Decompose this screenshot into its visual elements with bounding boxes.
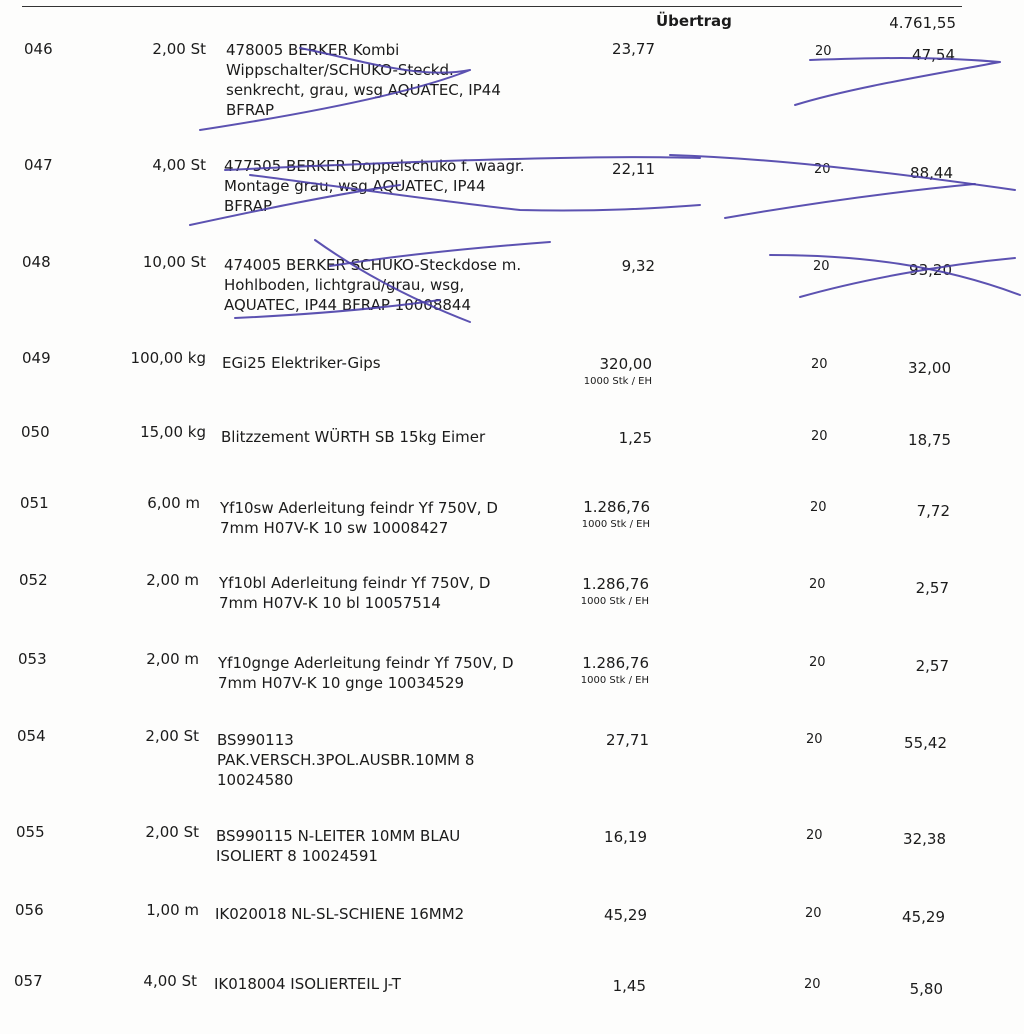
line-item-total: 93,20 bbox=[909, 261, 952, 279]
line-item-price-value: 1.286,76 bbox=[583, 498, 650, 516]
line-item-description: Yf10bl Aderleitung feindr Yf 750V, D 7mm H07V-K 10 bl 10057514 bbox=[219, 574, 491, 612]
line-item-price-value: 1,45 bbox=[612, 977, 646, 995]
line-item-description: BS990115 N-LEITER 10MM BLAU ISOLIERT 8 10024591 bbox=[216, 827, 461, 865]
top-rule bbox=[22, 6, 962, 7]
line-item-quantity: 1,00 m bbox=[146, 901, 199, 919]
line-item-unit-price bbox=[527, 906, 647, 924]
line-item-description: 474005 BERKER SCHUKO-Steckdose m. Hohlboden, lichtgrau/grau, wsg, AQUATEC, IP44 BFRAP 10008844 bbox=[224, 256, 522, 314]
line-item-unit-price bbox=[532, 429, 652, 447]
line-item-quantity: 2,00 m bbox=[146, 650, 199, 668]
line-item-price-value: 320,00 bbox=[599, 355, 652, 373]
line-item-unit-price bbox=[535, 160, 655, 178]
line-item-tax-rate: 20 bbox=[810, 500, 827, 515]
line-item-total: 45,29 bbox=[902, 908, 945, 926]
line-item-unit-note: 1000 Stk / EH bbox=[581, 519, 650, 530]
line-item-position: 051 bbox=[20, 494, 49, 512]
line-item-price-value: 45,29 bbox=[604, 906, 647, 924]
line-item-unit-price bbox=[535, 40, 655, 58]
line-item-tax-rate: 20 bbox=[815, 44, 832, 59]
line-item-quantity: 2,00 St bbox=[145, 727, 199, 745]
line-item-position: 057 bbox=[14, 972, 43, 990]
line-item-description: Blitzzement WÜRTH SB 15kg Eimer bbox=[221, 428, 486, 446]
line-item-position: 050 bbox=[21, 423, 50, 441]
line-item-quantity: 10,00 St bbox=[142, 253, 206, 271]
line-item-position: 054 bbox=[17, 727, 46, 745]
line-item-unit-price bbox=[532, 355, 652, 389]
line-item-tax-rate: 20 bbox=[806, 732, 823, 747]
line-item-price-value: 27,71 bbox=[606, 731, 649, 749]
line-item-tax-rate: 20 bbox=[809, 577, 826, 592]
line-item-position: 048 bbox=[22, 253, 51, 271]
line-item-description: IK020018 NL-SL-SCHIENE 16MM2 bbox=[215, 905, 465, 923]
line-item-quantity: 100,00 kg bbox=[130, 349, 206, 367]
strike-046-total bbox=[795, 58, 1000, 105]
line-item-unit-note: 1000 Stk / EH bbox=[583, 376, 652, 387]
line-item-description: 478005 BERKER Kombi Wippschalter/SCHUKO-Steckd. senkrecht, grau, wsg AQUATEC, IP44 BFRAP bbox=[226, 41, 501, 119]
line-item-tax-rate: 20 bbox=[806, 828, 823, 843]
line-item-position: 052 bbox=[19, 571, 48, 589]
line-item-total: 5,80 bbox=[909, 980, 943, 998]
line-item-tax-rate: 20 bbox=[811, 429, 828, 444]
line-item-description: EGi25 Elektriker-Gips bbox=[222, 354, 381, 372]
line-item-quantity: 15,00 kg bbox=[140, 423, 206, 441]
line-item-total: 55,42 bbox=[904, 734, 947, 752]
line-item-price-value: 22,11 bbox=[612, 160, 655, 178]
line-item-description: IK018004 ISOLIERTEIL J-T bbox=[214, 975, 401, 993]
line-item-position: 056 bbox=[15, 901, 44, 919]
line-item-unit-price bbox=[529, 654, 649, 688]
line-item-tax-rate: 20 bbox=[804, 977, 821, 992]
line-item-total: 7,72 bbox=[916, 502, 950, 520]
line-item-unit-note: 1000 Stk / EH bbox=[580, 596, 649, 607]
line-item-total: 18,75 bbox=[908, 431, 951, 449]
line-item-quantity: 2,00 m bbox=[146, 571, 199, 589]
line-item-position: 047 bbox=[24, 156, 53, 174]
line-item-price-value: 1.286,76 bbox=[582, 575, 649, 593]
line-item-position: 053 bbox=[18, 650, 47, 668]
carryover-label: Übertrag bbox=[656, 12, 732, 30]
line-item-price-value: 1,25 bbox=[618, 429, 652, 447]
line-item-price-value: 16,19 bbox=[604, 828, 647, 846]
line-item-description: Yf10gnge Aderleitung feindr Yf 750V, D 7mm H07V-K 10 gnge 10034529 bbox=[218, 654, 514, 692]
line-item-unit-price bbox=[529, 731, 649, 749]
line-item-unit-price bbox=[530, 498, 650, 532]
line-item-total: 47,54 bbox=[912, 46, 955, 64]
line-item-position: 049 bbox=[22, 349, 51, 367]
line-item-total: 88,44 bbox=[910, 164, 953, 182]
line-item-description: 477505 BERKER Doppelschuko f. waagr. Montage grau, wsg AQUATEC, IP44 BFRAP bbox=[224, 157, 525, 215]
line-item-position: 046 bbox=[24, 40, 53, 58]
line-item-price-value: 23,77 bbox=[612, 40, 655, 58]
line-item-total: 2,57 bbox=[915, 657, 949, 675]
line-item-quantity: 2,00 St bbox=[152, 40, 206, 58]
line-item-unit-price bbox=[529, 575, 649, 609]
line-item-description: Yf10sw Aderleitung feindr Yf 750V, D 7mm H07V-K 10 sw 10008427 bbox=[220, 499, 498, 537]
line-item-quantity: 2,00 St bbox=[145, 823, 199, 841]
line-item-tax-rate: 20 bbox=[809, 655, 826, 670]
line-item-quantity: 6,00 m bbox=[147, 494, 200, 512]
line-item-tax-rate: 20 bbox=[814, 162, 831, 177]
line-item-description: BS990113 PAK.VERSCH.3POL.AUSBR.10MM 8 10024580 bbox=[217, 731, 475, 789]
line-item-unit-note: 1000 Stk / EH bbox=[580, 675, 649, 686]
line-item-quantity: 4,00 St bbox=[152, 156, 206, 174]
line-item-tax-rate: 20 bbox=[813, 259, 830, 274]
line-item-total: 32,38 bbox=[903, 830, 946, 848]
carryover-value: 4.761,55 bbox=[889, 14, 956, 32]
line-item-unit-price bbox=[527, 828, 647, 846]
strike-047-total-b bbox=[725, 184, 975, 218]
line-item-quantity: 4,00 St bbox=[143, 972, 197, 990]
line-item-unit-price bbox=[535, 257, 655, 275]
line-item-tax-rate: 20 bbox=[805, 906, 822, 921]
line-item-position: 055 bbox=[16, 823, 45, 841]
line-item-tax-rate: 20 bbox=[811, 357, 828, 372]
line-item-total: 2,57 bbox=[915, 579, 949, 597]
line-item-unit-price bbox=[526, 977, 646, 995]
line-item-total: 32,00 bbox=[908, 359, 951, 377]
line-item-price-value: 9,32 bbox=[621, 257, 655, 275]
line-item-price-value: 1.286,76 bbox=[582, 654, 649, 672]
